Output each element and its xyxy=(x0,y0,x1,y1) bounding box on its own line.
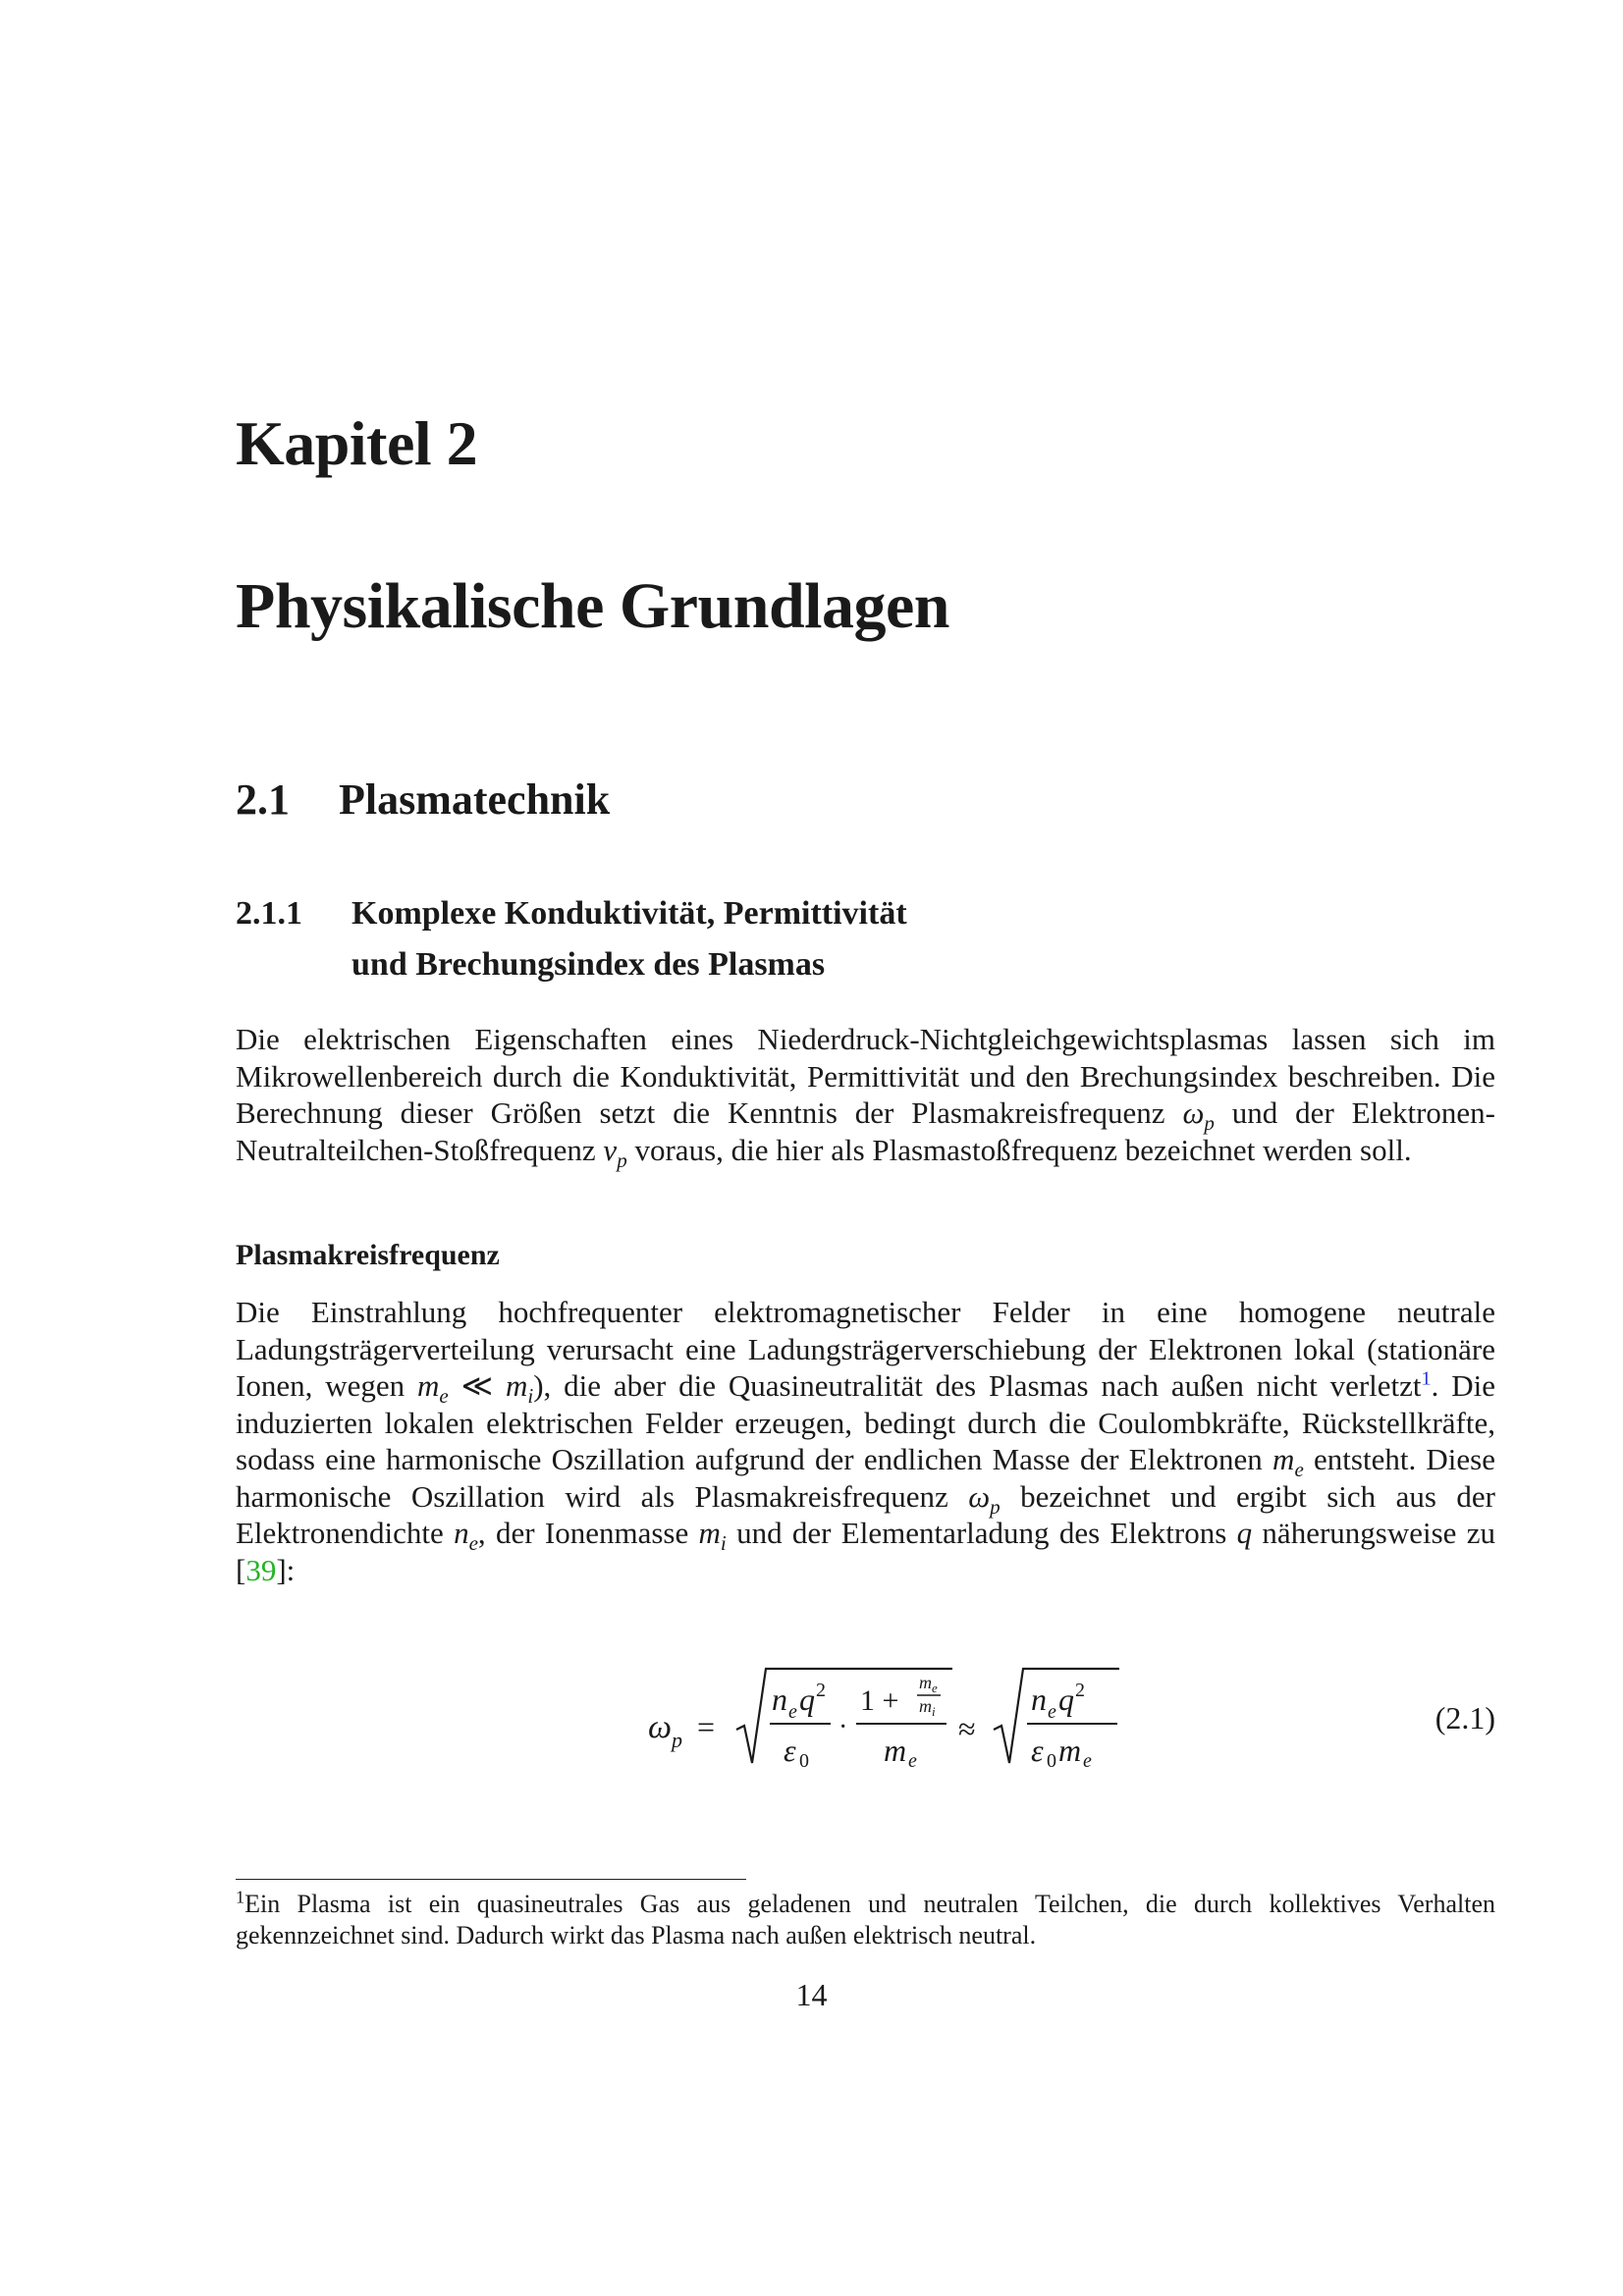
equation-formula xyxy=(589,1659,1139,1796)
section-number: 2.1 xyxy=(236,775,290,824)
eq-small-m1: m xyxy=(919,1673,932,1692)
footnote-mark: 1 xyxy=(236,1887,245,1907)
eq-q-sup: 2 xyxy=(816,1680,826,1701)
eq-small-m1-sub: e xyxy=(932,1681,938,1695)
eq2-m-sub: e xyxy=(1083,1750,1092,1772)
paragraph-plasmakreisfrequenz: Die Einstrahlung hochfrequenter elektromagnetischer Felder in eine homogene neutrale Ladungsträgerverteilung verursacht eine Ladungsträgerverschiebung der Elektronen lokal (stationäre Ionen, wegen $m_e$ ≪ $m_i$), die aber die Quasineutralität des Plasmas nach außen nicht verletzt$^1$. Die induzierten lokalen elektrischen Felder erzeugen, bedingt durch die Coulombkräfte, Rückstellkräfte, sodass eine harmonische Oszillation aufgrund der endlichen Masse der Elektronen $m_e$ entsteht. Diese harmonische Oszillation wird als Plasmakreisfrequenz $\omega_p$ bezeichnet und ergibt sich aus der Elektronendichte $n_e$, der Ionenmasse $m_i$ und der Elementarladung des Elektrons q näherungsweise zu [39]: xyxy=(236,1295,1496,1587)
eq-me: m xyxy=(884,1733,907,1768)
eq-omega: ω xyxy=(648,1709,673,1745)
footnote-divider xyxy=(236,1879,746,1880)
eq-n: n xyxy=(772,1682,787,1717)
eq2-n: n xyxy=(1031,1682,1047,1717)
subsection-title-line2: und Brechungsindex des Plasmas xyxy=(352,946,826,983)
subsection-title-line1: Komplexe Konduktivität, Permittivität xyxy=(352,895,907,932)
subsection-heading xyxy=(236,888,907,990)
citation-link[interactable]: 39 xyxy=(245,1552,277,1587)
paragraph-heading-plasmakreisfrequenz: Plasmakreisfrequenz xyxy=(236,1239,500,1271)
eq-n-sub: e xyxy=(788,1701,797,1723)
eq-equals: = xyxy=(697,1709,716,1744)
footnote xyxy=(236,1889,1495,1951)
eq2-eps: ε xyxy=(1031,1733,1044,1768)
equation-2-1 xyxy=(589,1659,1495,1796)
eq2-n-sub: e xyxy=(1048,1701,1056,1723)
eq2-q: q xyxy=(1058,1682,1074,1717)
eq-q: q xyxy=(799,1682,815,1717)
paragraph-intro: Die elektrischen Eigenschaften eines Niederdruck-Nichtgleichgewichtsplasmas lassen sich im Mikrowellenbereich durch die Konduktivität, Permittivität und den Brechungsindex beschreiben. Die Berechnung dieser Größen setzt die Kenntnis der Plasmakreisfrequenz $\omega_p$ und der Elektronen-Neutralteilchen-Stoßfrequenz $\nu_p$ voraus, die hier als Plasmastoßfrequenz bezeichnet werden soll. xyxy=(236,1022,1495,1172)
chapter-label: Kapitel 2 xyxy=(236,408,478,478)
eq-me-sub: e xyxy=(908,1750,917,1772)
sqrt-sign-2 xyxy=(994,1669,1119,1763)
eq-approx: ≈ xyxy=(958,1711,976,1746)
page-number: 14 xyxy=(795,1977,828,2012)
eq-eps-sub: 0 xyxy=(799,1750,809,1772)
eq-small-m2-sub: i xyxy=(932,1704,936,1719)
footnote-text: Ein Plasma ist ein quasineutrales Gas aus geladenen und neutralen Teilchen, die durch kollektives Verhalten gekennzeichnet sind. Dadurch wirkt das Plasma nach außen elektrisch neutral. xyxy=(236,1890,1495,1949)
footnote-reference-link[interactable]: 1 xyxy=(1421,1367,1432,1390)
eq-eps: ε xyxy=(784,1733,796,1768)
subsection-number: 2.1.1 xyxy=(236,895,302,932)
eq-omega-sub: p xyxy=(672,1728,682,1752)
eq-dot: · xyxy=(839,1712,848,1742)
eq2-m: m xyxy=(1058,1733,1082,1768)
section-heading xyxy=(236,775,611,824)
eq-small-m2: m xyxy=(919,1696,932,1716)
eq2-q-sup: 2 xyxy=(1075,1680,1085,1701)
chapter-title: Physikalische Grundlagen xyxy=(236,570,949,642)
section-title: Plasmatechnik xyxy=(339,775,611,824)
equation-number: (2.1) xyxy=(1434,1700,1495,1735)
eq2-eps-sub: 0 xyxy=(1047,1750,1056,1772)
eq-one-plus: 1 + xyxy=(860,1684,899,1717)
